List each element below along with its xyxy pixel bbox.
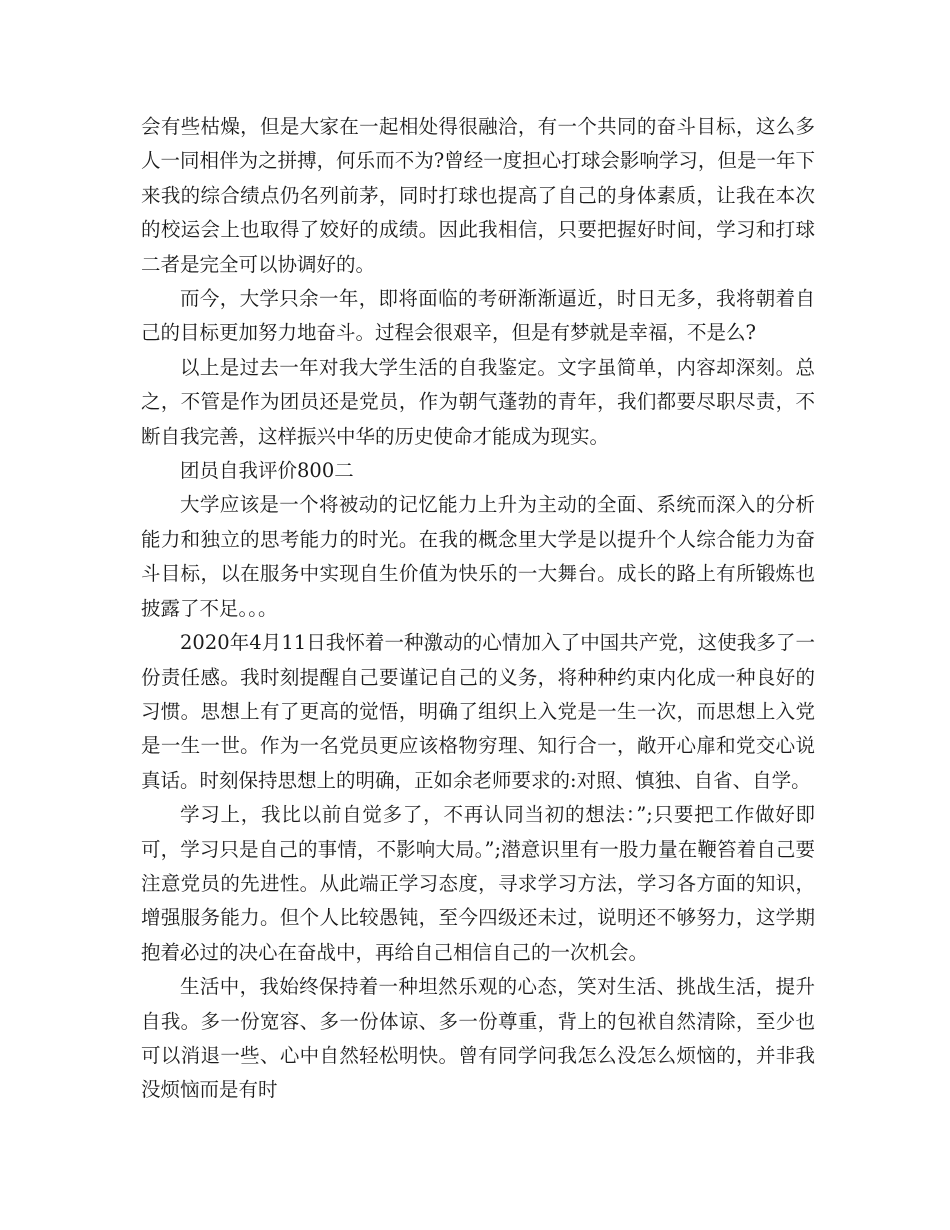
document-page <box>141 110 815 1108</box>
paragraph-university: 大学应该是一个将被动的记忆能力上升为主动的全面、系统而深入的分析能力和独立的思考能力的时光。在我的概念里大学是以提升个人综合能力为奋斗目标，以在服务中实现自生价值为快乐的一大舞台。成长的路上有所锻炼也披露了不足。。。 <box>141 493 815 620</box>
paragraph-summary: 以上是过去一年对我大学生活的自我鉴定。文字虽简单，内容却深刻。总之，不管是作为团员还是党员，作为朝气蓬勃的青年，我们都要尽职尽责，不断自我完善，这样振兴中华的历史使命才能成为现实。 <box>141 355 815 448</box>
paragraph-future-goals: 而今，大学只余一年，即将面临的考研渐渐逼近，时日无多，我将朝着自己的目标更加努力地奋斗。过程会很艰辛，但是有梦就是幸福，不是么? <box>141 287 815 345</box>
paragraph-life: 生活中，我始终保持着一种坦然乐观的心态，笑对生活、挑战生活，提升自我。多一份宽容、多一份体谅、多一份尊重，背上的包袱自然清除，至少也可以消退一些、心中自然轻松明快。曾有同学问我怎么没怎么烦恼的，并非我没烦恼而是有时 <box>141 975 815 1102</box>
section-heading: 团员自我评价800二 <box>180 459 354 483</box>
paragraph-party-joining: 2020年4月11日我怀着一种激动的心情加入了中国共产党，这使我多了一份责任感。我时刻提醒自己要谨记自己的义务，将种种约束内化成一种良好的习惯。思想上有了更高的觉悟，明确了组织上入党是一生一次，而思想上入党是一生一世。作为一名党员更应该格物穷理、知行合一，敞开心扉和党交心说真话。时刻保持思想上的明确，正如余老师要求的:对照、慎独、自省、自学。 <box>141 631 815 792</box>
paragraph-continued: 会有些枯燥，但是大家在一起相处得很融洽，有一个共同的奋斗目标，这么多人一同相伴为之拼搏，何乐而不为?曾经一度担心打球会影响学习，但是一年下来我的综合绩点仍名列前茅，同时打球也提高了自己的身体素质，让我在本次的校运会上也取得了姣好的成绩。因此我相信，只要把握好时间，学习和打球二者是完全可以协调好的。 <box>141 115 815 276</box>
paragraph-study: 学习上，我比以前自觉多了，不再认同当初的想法：”;只要把工作做好即可，学习只是自己的事情，不影响大局。”;潜意识里有一股力量在鞭笞着自己要注意党员的先进性。从此端正学习态度，寻求学习方法，学习各方面的知识，增强服务能力。但个人比较愚钝，至今四级还未过，说明还不够努力，这学期抱着必过的决心在奋战中，再给自己相信自己的一次机会。 <box>141 803 815 964</box>
